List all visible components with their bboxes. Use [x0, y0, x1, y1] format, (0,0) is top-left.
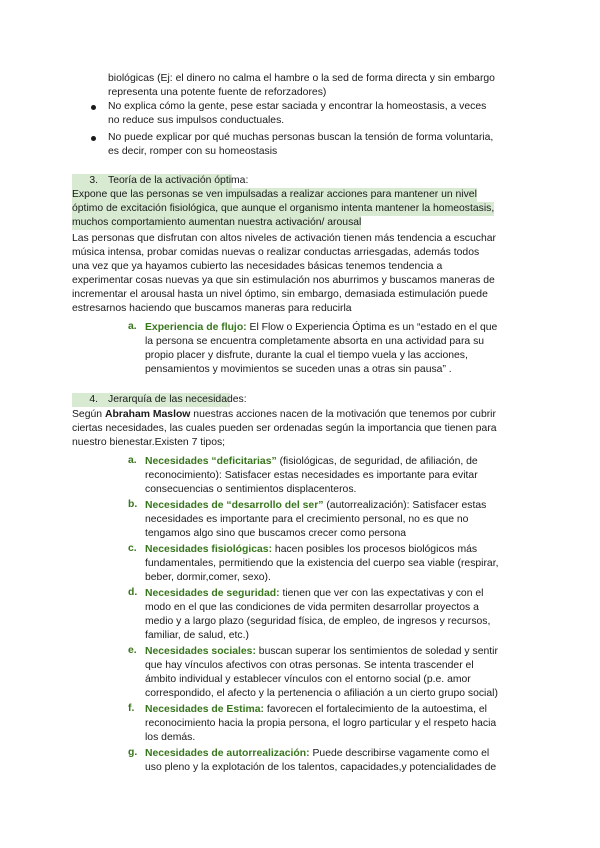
item-marker: a. — [128, 455, 137, 466]
section-3-number: 3. — [89, 175, 98, 186]
section-4-heading — [72, 393, 247, 407]
section-3-definition-line-1: Expone que las personas se ven impulsadas a realizar acciones para mantener un nivel — [72, 189, 477, 200]
need-a-line-3: consecuencias o sentimientos displacenteros. — [145, 484, 357, 495]
flow-item-line-1 — [145, 321, 497, 335]
need-e-line-4: correspondido, el afecto y la pertenencia o afiliación a un cierto grupo social) — [145, 688, 498, 699]
bullet-2-line-1: No explica cómo la gente, pese estar saciada y encontrar la homeostasis, a veces — [108, 101, 487, 112]
section-3-para-line-4: experimentar cosas nuevas ya que sin estimulación nos aburrimos y buscamos maneras de — [72, 275, 495, 286]
need-first: tienen que ver con las expectativas y con el — [279, 588, 484, 599]
intro-prefix: Según — [72, 409, 105, 420]
item-marker: e. — [128, 645, 137, 656]
section-4-intro-line-2: ciertas necesidades, las cuales pueden ser ordenadas según la importancia que tienen para — [72, 423, 497, 434]
need-term: Necesidades de Estima: — [145, 704, 264, 715]
need-term: Necesidades de seguridad: — [145, 588, 280, 599]
bullet-3-line-1: No puede explicar por qué muchas personas buscan la tensión de forma voluntaria, — [108, 132, 494, 143]
need-term: Necesidades de “desarrollo del ser” — [145, 500, 324, 511]
need-first: buscan superar los sentimientos de soledad y sentir — [255, 646, 498, 657]
bullet-1-line-2: representa una potente fuente de reforzadores) — [108, 87, 327, 98]
need-term: Necesidades sociales: — [145, 646, 256, 657]
bullet-3-line-2: es decir, romper con su homeostasis — [108, 146, 278, 157]
section-3-definition-line-3: muchos comportamiento aumentan nuestra activación/ arousal — [72, 217, 362, 228]
section-3-para-line-5: incrementar el arousal hasta un nivel óptimo, sin embargo, demasiada estimulación puede — [72, 289, 488, 300]
need-d-line-4: familiar, de salud, etc.) — [145, 630, 249, 641]
need-b-line-1 — [145, 499, 486, 513]
flow-term: Experiencia de flujo: — [145, 322, 247, 333]
need-e-line-1 — [145, 645, 498, 659]
section-3-para-line-1: Las personas que disfrutan con altos niveles de activación tienen más tendencia a escuchar — [72, 233, 496, 244]
section-4-intro-line-3: nuestro bienestar.Existen 7 tipos; — [72, 437, 226, 448]
need-f-line-2: reconocimiento hacia la propia persona, el logro particular y el respeto hacia — [145, 718, 497, 729]
flow-first: El Flow o Experiencia Óptima es un “estado en el que — [246, 322, 498, 333]
bullet-1-line-1: biológicas (Ej: el dinero no calma el hambre o la sed de forma directa y sin embargo — [108, 73, 495, 84]
section-3-title: Teoría de la activación óptima: — [108, 175, 249, 186]
need-first: (autorrealización): Satisfacer estas — [323, 500, 487, 511]
need-d-line-1 — [145, 587, 483, 601]
need-term: Necesidades “deficitarias” — [145, 456, 277, 467]
section-3-heading — [72, 174, 249, 188]
need-g-line-1 — [145, 747, 489, 761]
bullet-dot-icon — [91, 136, 96, 141]
flow-item-line-4: pensamientos y movimientos se suceden unas a otras sin pausa” . — [145, 364, 452, 375]
need-first: favorecen el fortalecimiento de la autoestima, el — [263, 704, 487, 715]
need-g-line-2: uso pleno y la explotación de los talentos, capacidades,y potencialidades de — [145, 762, 497, 773]
need-d-line-2: modo en el que las condiciones de vida permiten desarrollar proyectos a — [145, 602, 479, 613]
flow-item-line-3: propio placer y disfrute, durante la cual el tiempo vuela y las acciones, — [145, 350, 468, 361]
need-e-line-3: ámbito individual y establecer vínculos con el entorno social (p.e. amor — [145, 674, 471, 685]
bullet-dot-icon — [91, 105, 96, 110]
item-marker: g. — [128, 747, 138, 758]
need-a-line-2: reconocimiento): Satisfacer estas necesidades es importante para evitar — [145, 470, 478, 481]
item-marker: c. — [128, 543, 137, 554]
need-first: hacen posibles los procesos biológicos más — [272, 544, 478, 555]
section-3-para-line-2: música intensa, probar comidas nuevas o realizar conductas arriesgadas, además todos — [72, 247, 480, 258]
need-first: Puede describirse vagamente como el — [309, 748, 490, 759]
need-d-line-3: medio y a largo plazo (seguridad física, de empleo, de ingresos y recursos, — [145, 616, 491, 627]
need-first: (fisiológicas, de seguridad, de afiliación, de — [276, 456, 478, 467]
need-a-line-1 — [145, 455, 478, 469]
need-c-line-2: fundamentales, permitiendo que la existencia del cuerpo sea viable (respirar, — [145, 558, 499, 569]
flow-item-line-2: la persona se encuentra completamente absorta en una actividad para su — [145, 336, 485, 347]
need-e-line-2: que hay vínculos afectivos con otras personas. Se intenta trascender el — [145, 660, 474, 671]
item-marker: f. — [128, 703, 135, 714]
item-marker: a. — [128, 321, 137, 332]
section-3-definition-line-2: óptimo de excitación fisiológica, que aunque el organismo intenta mantener la homeostasis, — [72, 203, 495, 214]
need-c-line-1 — [145, 543, 477, 557]
author-name: Abraham Maslow — [104, 409, 191, 420]
item-marker: b. — [128, 499, 138, 510]
section-4-intro-line-1 — [72, 408, 496, 422]
section-4-number: 4. — [89, 394, 98, 405]
need-f-line-3: los demás. — [145, 732, 196, 743]
need-term: Necesidades de autorrealización: — [145, 748, 310, 759]
need-b-line-3: tengamos algo sino que buscamos crecer como persona — [145, 528, 407, 539]
need-term: Necesidades fisiológicas: — [145, 544, 273, 555]
section-4-title: Jerarquía de las necesidades: — [108, 394, 247, 405]
need-b-line-2: necesidades es importante para el crecimiento personal, no es que no — [145, 514, 469, 525]
need-c-line-3: beber, dormir,comer, sexo). — [145, 572, 271, 583]
section-3-para-line-6: estresarnos haciendo que buscamos maneras para reducirla — [72, 303, 352, 314]
need-f-line-1 — [145, 703, 487, 717]
item-marker: d. — [128, 587, 138, 598]
section-3-para-line-3: una vez que ya hayamos cubierto las necesidades básicas tenemos tendencia a — [72, 261, 443, 272]
intro-first: nuestras acciones nacen de la motivación que tenemos por cubrir — [190, 409, 496, 420]
bullet-2-line-2: no reduce sus impulsos conductuales. — [108, 115, 285, 126]
